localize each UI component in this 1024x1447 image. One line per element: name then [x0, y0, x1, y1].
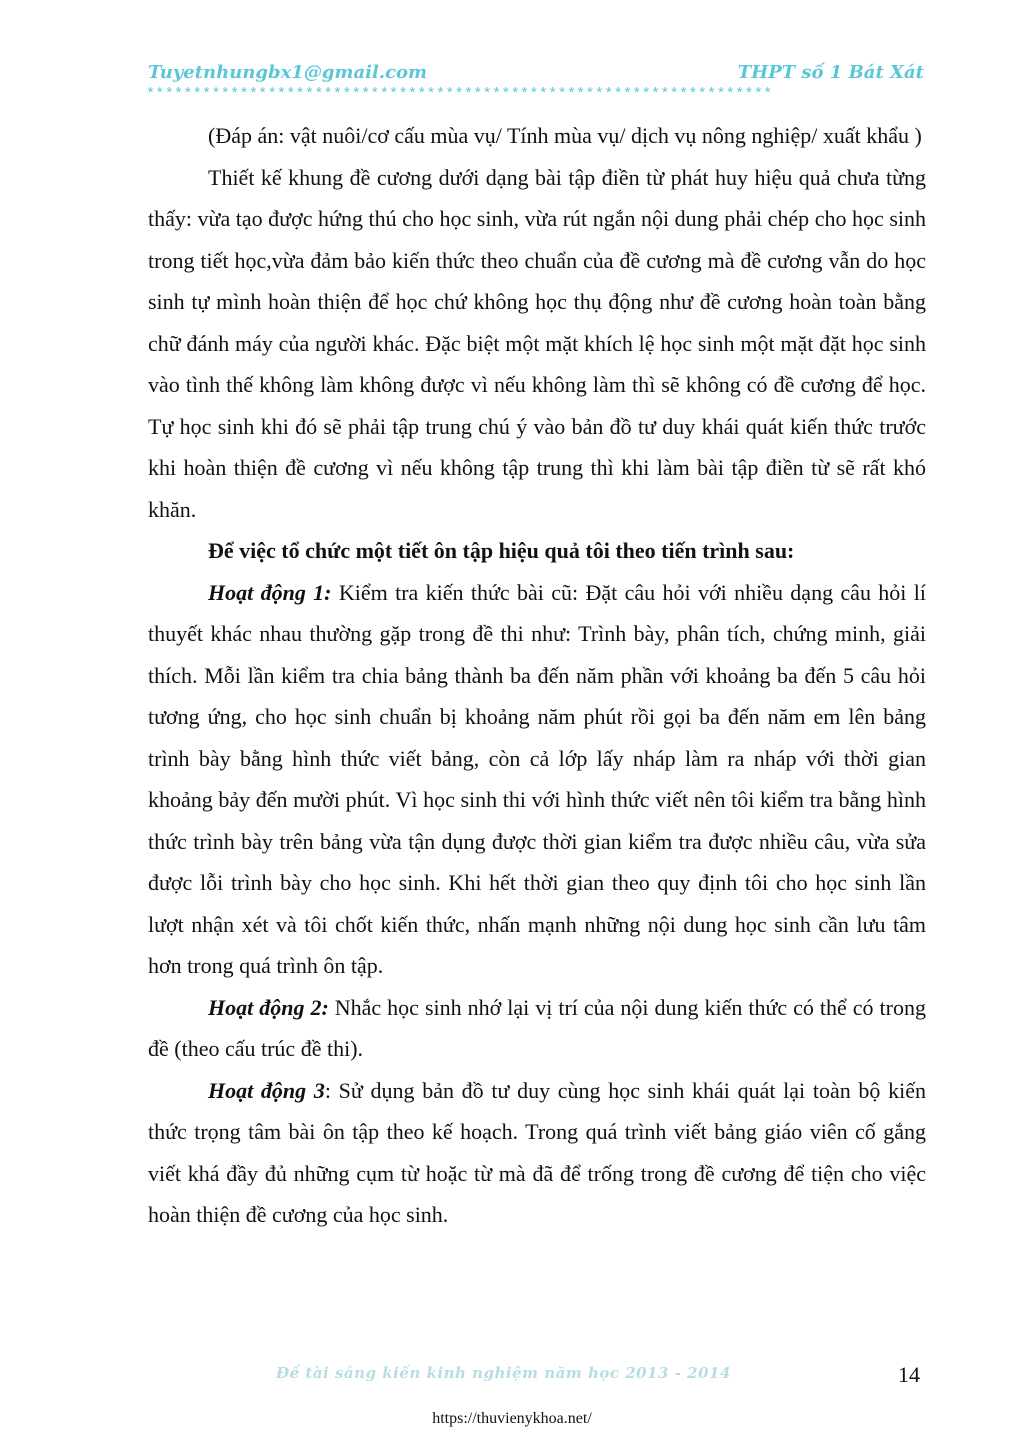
activity-2-text: Nhắc học sinh nhớ lại vị trí của nội dung kiến thức có thể có trong đề (theo cấu trúc đề thi).	[148, 994, 926, 1061]
footer-title: Đề tài sáng kiến kinh nghiệm năm học 2013 - 2014	[276, 1364, 731, 1382]
header-divider: *******************************************************************	[146, 86, 773, 103]
activity-2-paragraph	[148, 987, 926, 1070]
activity-3-text: : Sử dụng bản đồ tư duy cùng học sinh khái quát lại toàn bộ kiến thức trọng tâm bài ôn tập theo kế hoạch. Trong quá trình viết bảng giáo viên cố gắng viết khá đầy đủ những cụm từ hoặc từ mà đã để trống trong đề cương để tiện cho việc hoàn thiện đề cương của học sinh.	[148, 1077, 926, 1227]
paragraph-design: Thiết kế khung đề cương dưới dạng bài tập điền từ phát huy hiệu quả chưa từng thấy: vừa tạo được hứng thú cho học sinh, vừa rút ngắn nội dung phải chép cho học sinh trong tiết học,vừa đảm bảo kiến thức theo chuẩn của đề cương mà đề cương vẫn do học sinh tự mình hoàn thiện để học chứ không học thụ động như đề cương hoàn toàn bằng chữ đánh máy của người khác. Đặc biệt một mặt khích lệ học sinh một mặt đặt học sinh vào tình thế không làm không được vì nếu không làm thì sẽ không có đề cương để học. Tự học sinh khi đó sẽ phải tập trung chú ý vào bản đồ tư duy khái quát kiến thức trước khi hoàn thiện đề cương vì nếu không tập trung thì khi làm bài tập điền từ sẽ rất khó khăn.	[148, 164, 926, 522]
activity-1-text: Kiểm tra kiến thức bài cũ: Đặt câu hỏi với nhiều dạng câu hỏi lí thuyết khác nhau thường gặp trong đề thi như: Trình bày, phân tích, chứng minh, giải thích. Mỗi lần kiểm tra chia bảng thành ba đến năm phần với khoảng ba đến 5 câu hỏi tương ứng, cho học sinh chuẩn bị khoảng năm phút rồi gọi ba đến năm em lên bảng trình bày bằng hình thức viết bảng, còn cả lớp lấy nháp làm ra nháp với thời gian khoảng bảy đến mười phút. Vì học sinh thi với hình thức viết nên tôi kiểm tra bằng hình thức trình bày trên bảng vừa tận dụng được thời gian kiểm tra được nhiều câu, vừa sửa được lỗi trình bày cho học sinh. Khi hết thời gian theo quy định tôi cho học sinh lần lượt nhận xét và tôi chốt kiến thức, nhấn mạnh những nội dung học sinh cần lưu tâm hơn trong quá trình ôn tập.	[148, 579, 926, 978]
activity-2-label: Hoạt động 2:	[208, 994, 329, 1020]
page-number: 14	[898, 1362, 920, 1387]
activity-1-label: Hoạt động 1:	[208, 579, 332, 605]
source-url[interactable]: https://thuvienykhoa.net/	[432, 1410, 592, 1427]
header-school: THPT số 1 Bát Xát	[737, 62, 924, 83]
activity-1-paragraph	[148, 572, 926, 987]
header-email: Tuyetnhungbx1@gmail.com	[148, 62, 428, 83]
document-body	[148, 115, 926, 1236]
answer-note: (Đáp án: vật nuôi/cơ cấu mùa vụ/ Tính mùa vụ/ dịch vụ nông nghiệp/ xuất khẩu )	[208, 123, 922, 148]
activity-3-paragraph	[148, 1070, 926, 1236]
activity-3-label: Hoạt động 3	[208, 1077, 325, 1103]
process-heading: Để việc tổ chức một tiết ôn tập hiệu quả tôi theo tiến trình sau:	[208, 538, 795, 563]
